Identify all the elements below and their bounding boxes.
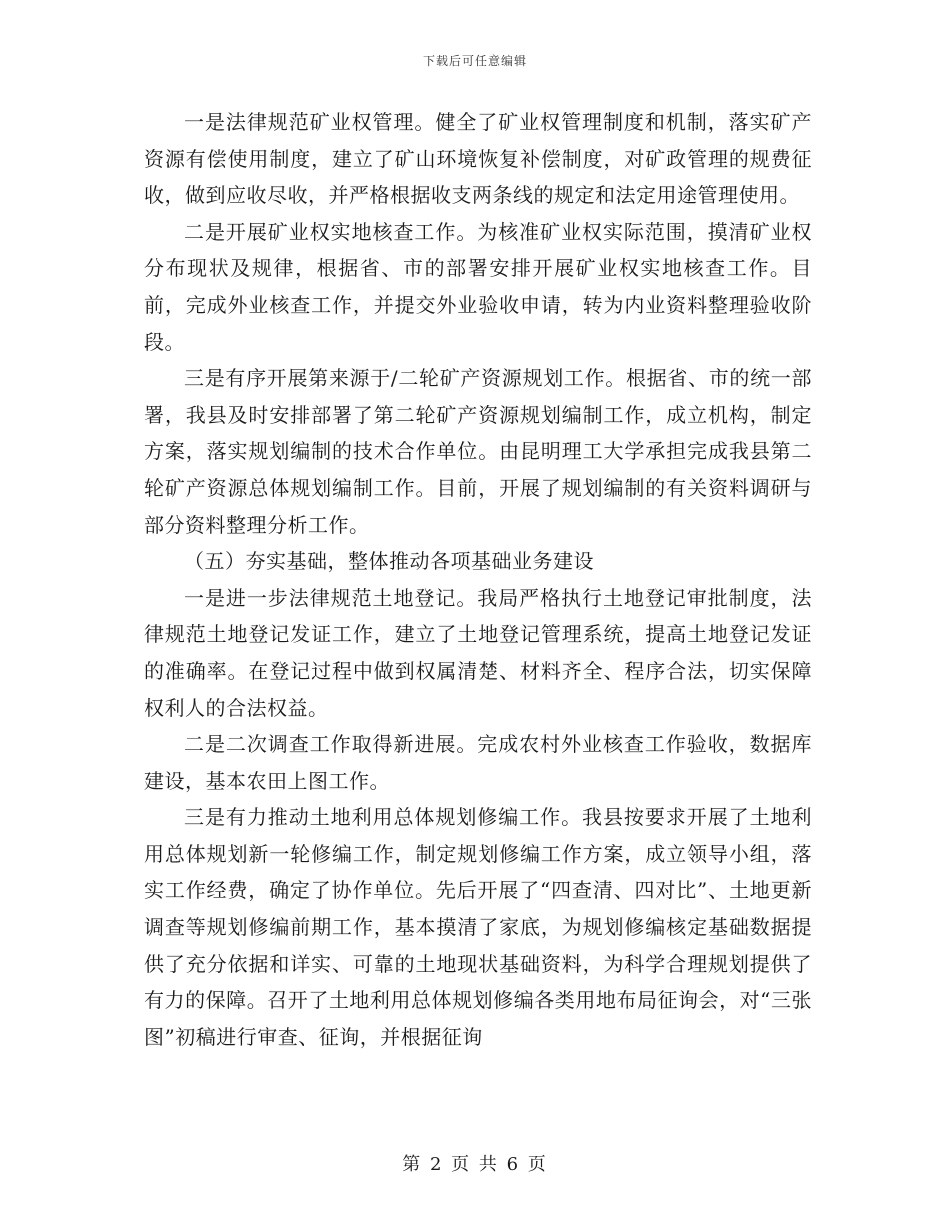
paragraph-mining-rights-management: 一是法律规范矿业权管理。健全了矿业权管理制度和机制，落实矿产资源有偿使用制度，建立了矿山环境恢复补偿制度，对矿政管理的规费征收，做到应收尽收，并严格根据收支两条线的规定和法定用途管理使用。	[144, 110, 812, 208]
paragraph-land-registration: 一是进一步法律规范土地登记。我局严格执行土地登记审批制度，法律规范土地登记发证工作，建立了土地登记管理系统，提高土地登记发证的准确率。在登记过程中做到权属清楚、材料齐全、程序合法，切实保障权利人的合法权益。	[144, 585, 812, 720]
paragraph-second-survey: 二是二次调查工作取得新进展。完成农村外业核查工作验收，数据库建设，基本农田上图工作。	[144, 732, 812, 793]
page-number-footer: 第 2 页 共 6 页	[402, 1154, 548, 1175]
paragraph-land-use-planning: 三是有力推动土地利用总体规划修编工作。我县按要求开展了土地利用总体规划新一轮修编工作，制定规划修编工作方案，成立领导小组，落实工作经费，确定了协作单位。先后开展了“四查清、四对比”、土地更新调查等规划修编前期工作，基本摸清了家底，为规划修编核定基础数据提供了充分依据和详实、可靠的土地现状基础资料，为科学合理规划提供了有力的保障。召开了土地利用总体规划修编各类用地布局征询会，对“三张图”初稿进行审查、征询，并根据征询	[144, 805, 812, 1049]
document-body	[144, 104, 812, 1055]
section-heading-five: （五）夯实基础，整体推动各项基础业务建设	[184, 549, 594, 574]
paragraph-mineral-resource-planning: 三是有序开展第来源于/二轮矿产资源规划工作。根据省、市的统一部署，我县及时安排部署了第二轮矿产资源规划编制工作，成立机构，制定方案，落实规划编制的技术合作单位。由昆明理工大学承担完成我县第二轮矿产资源总体规划编制工作。目前，开展了规划编制的有关资料调研与部分资料整理分析工作。	[144, 366, 812, 537]
paragraph-mining-rights-verification: 二是开展矿业权实地核查工作。为核准矿业权实际范围，摸清矿业权分布现状及规律，根据省、市的部署安排开展矿业权实地核查工作。目前，完成外业核查工作，并提交外业验收申请，转为内业资料整理验收阶段。	[144, 219, 812, 354]
page-header-note: 下载后可任意编辑	[422, 54, 527, 68]
